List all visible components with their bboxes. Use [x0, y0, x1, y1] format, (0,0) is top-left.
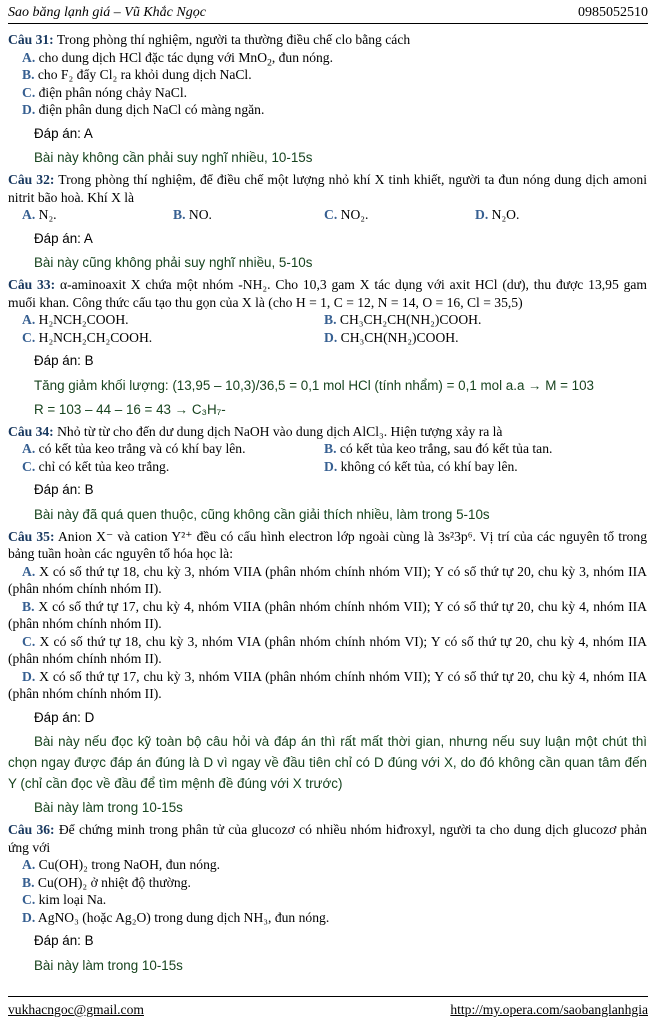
option-a: A. cho dung dịch HCl đặc tác dụng với MnO$_2$, đun nóng. [22, 49, 333, 69]
option-b: B. có kết tủa keo trắng, sau đó kết tủa tan. [324, 441, 553, 456]
solution-note: Bài này cũng không phải suy nghĩ nhiều, 5-10s [34, 255, 313, 270]
option-b: B. Cu(OH)₂ ở nhiệt độ thường. [22, 874, 191, 890]
option-d: D. điện phân dung dịch NaCl có màng ngăn. [22, 102, 265, 117]
question-stem: Anion X⁻ và cation Y²⁺ đều có cấu hình electron lớp ngoài cùng là 3s²3p⁶. Vị trí của các nguyên tố trong bảng tuần hoàn các nguyên tố hóa học là: [8, 528, 647, 561]
answer: Đáp án: A [34, 230, 93, 246]
solution-note-2: Bài này làm trong 10-15s [34, 800, 183, 815]
option-b: B. X có số thứ tự 17, chu kỳ 4, nhóm VIIA (phân nhóm chính nhóm VII); Y có số thứ tự 20, chu kỳ 4, nhóm IIA (phân nhóm chính nhóm II). [8, 598, 647, 631]
question-33 [8, 276, 647, 420]
question-35 [8, 528, 647, 819]
question-number: Câu 36: [8, 822, 55, 837]
question-stem: α-aminoaxit X chứa một nhóm -NH₂. Cho 10,3 gam X tác dụng với axit HCl (dư), thu được 13,95 gam muối khan. Công thức cấu tạo thu gọn của X là (cho H = 1, C = 12, N = 14, O = 16, Cl = 35,5) [8, 277, 647, 310]
option-d: D. không có kết tủa, có khí bay lên. [324, 458, 518, 474]
option-c: C. X có số thứ tự 18, chu kỳ 3, nhóm VIA (phân nhóm chính nhóm VI); Y có số thứ tự 20, chu kỳ 4, nhóm IIA (phân nhóm chính nhóm II). [8, 633, 647, 666]
option-c: C. kim loại Na. [22, 892, 107, 907]
option-c: C. điện phân nóng chảy NaCl. [22, 84, 187, 100]
document-body [8, 31, 647, 979]
header-phone: 0985052510 [578, 5, 648, 20]
option-a: A. có kết tủa keo trắng và có khí bay lên. [22, 441, 246, 456]
solution-note: Bài này không cần phải suy nghĩ nhiều, 10-15s [34, 150, 313, 165]
option-c: C. NO₂. [324, 207, 369, 222]
option-d: D. AgNO₃ (hoặc Ag₂O) trong dung dịch NH₃, đun nóng. [22, 909, 330, 925]
solution-note: Bài này nếu đọc kỹ toàn bộ câu hỏi và đáp án thì rất mất thời gian, nhưng nếu suy luận một chút thì chọn ngay được đáp án đúng là D vì ngay về đầu tiên chỉ có D đúng với X, do đó không cần quan tâm đến Y (chỉ cần đọc về đầu để tìm mệnh đề đúng với X trước) [8, 734, 647, 791]
question-number: Câu 35: [8, 528, 55, 544]
answer: Đáp án: B [34, 482, 94, 497]
option-c: C. H₂NCH₂CH₂COOH. [22, 329, 153, 345]
question-31 [8, 31, 647, 168]
question-number: Câu 31: [8, 32, 54, 47]
question-number: Câu 33: [8, 277, 56, 292]
question-number: Câu 32: [8, 172, 55, 187]
solution-note-2: R = 103 – 44 – 16 = 43 → C₃H₇- [34, 401, 226, 417]
footer-website-link[interactable]: http://my.opera.com/saobanglanhgia [450, 1002, 648, 1017]
option-a: A. H₂NCH₂COOH. [22, 312, 129, 327]
option-b: B. CH₃CH₂CH(NH₂)COOH. [324, 312, 482, 327]
answer: Đáp án: B [34, 353, 94, 368]
footer-email-link[interactable]: vukhacngoc@gmail.com [8, 1002, 144, 1017]
question-32 [8, 171, 647, 273]
option-a: A. X có số thứ tự 18, chu kỳ 3, nhóm VIIA (phân nhóm chính nhóm VII); Y có số thứ tự 20, chu kỳ 3, nhóm IIA (phân nhóm chính nhóm II). [8, 563, 647, 596]
answer: Đáp án: D [34, 709, 95, 725]
solution-note: Tăng giảm khối lượng: (13,95 – 10,3)/36,5 = 0,1 mol HCl (tính nhẩm) = 0,1 mol a.a → M = 103 [34, 377, 594, 393]
option-a: A. N₂. [22, 207, 57, 222]
option-c: C. chỉ có kết tủa keo trắng. [22, 458, 170, 474]
question-36 [8, 821, 647, 976]
option-d: D. X có số thứ tự 17, chu kỳ 3, nhóm VIIA (phân nhóm chính nhóm VII); Y có số thứ tự 20, chu kỳ 4, nhóm IIA (phân nhóm chính nhóm II). [8, 668, 647, 701]
option-b: B. NO. [173, 207, 212, 222]
option-b: B. cho F₂ đẩy Cl₂ ra khỏi dung dịch NaCl. [22, 67, 252, 82]
question-34 [8, 423, 647, 525]
solution-note: Bài này làm trong 10-15s [34, 957, 183, 973]
option-d: D. CH₃CH(NH₂)COOH. [324, 329, 459, 345]
option-d: D. N₂O. [475, 207, 520, 222]
question-stem: Trong phòng thí nghiệm, để điều chế một lượng nhỏ khí X tinh khiết, người ta đun nóng dung dịch amoni nitrit bão hoà. Khí X là [8, 172, 647, 205]
answer: Đáp án: A [34, 125, 93, 141]
solution-note: Bài này đã quá quen thuộc, cũng không cần giải thích nhiều, làm trong 5-10s [34, 506, 490, 522]
question-stem: Trong phòng thí nghiệm, người ta thường điều chế clo bằng cách [56, 32, 411, 47]
page-header [8, 3, 648, 24]
header-title: Sao băng lạnh giá – Vũ Khắc Ngọc [8, 5, 206, 20]
question-stem: Nhỏ từ từ cho đến dư dung dịch NaOH vào dung dịch AlCl₃. Hiện tượng xảy ra là [57, 423, 503, 439]
answer: Đáp án: B [34, 933, 94, 948]
page-footer [8, 996, 648, 1021]
question-number: Câu 34: [8, 423, 54, 439]
option-a: A. Cu(OH)₂ trong NaOH, đun nóng. [22, 857, 221, 872]
question-stem: Để chứng minh trong phân tử của glucozơ có nhiều nhóm hiđroxyl, người ta cho dung dịch glucozơ phản ứng với [8, 822, 647, 855]
